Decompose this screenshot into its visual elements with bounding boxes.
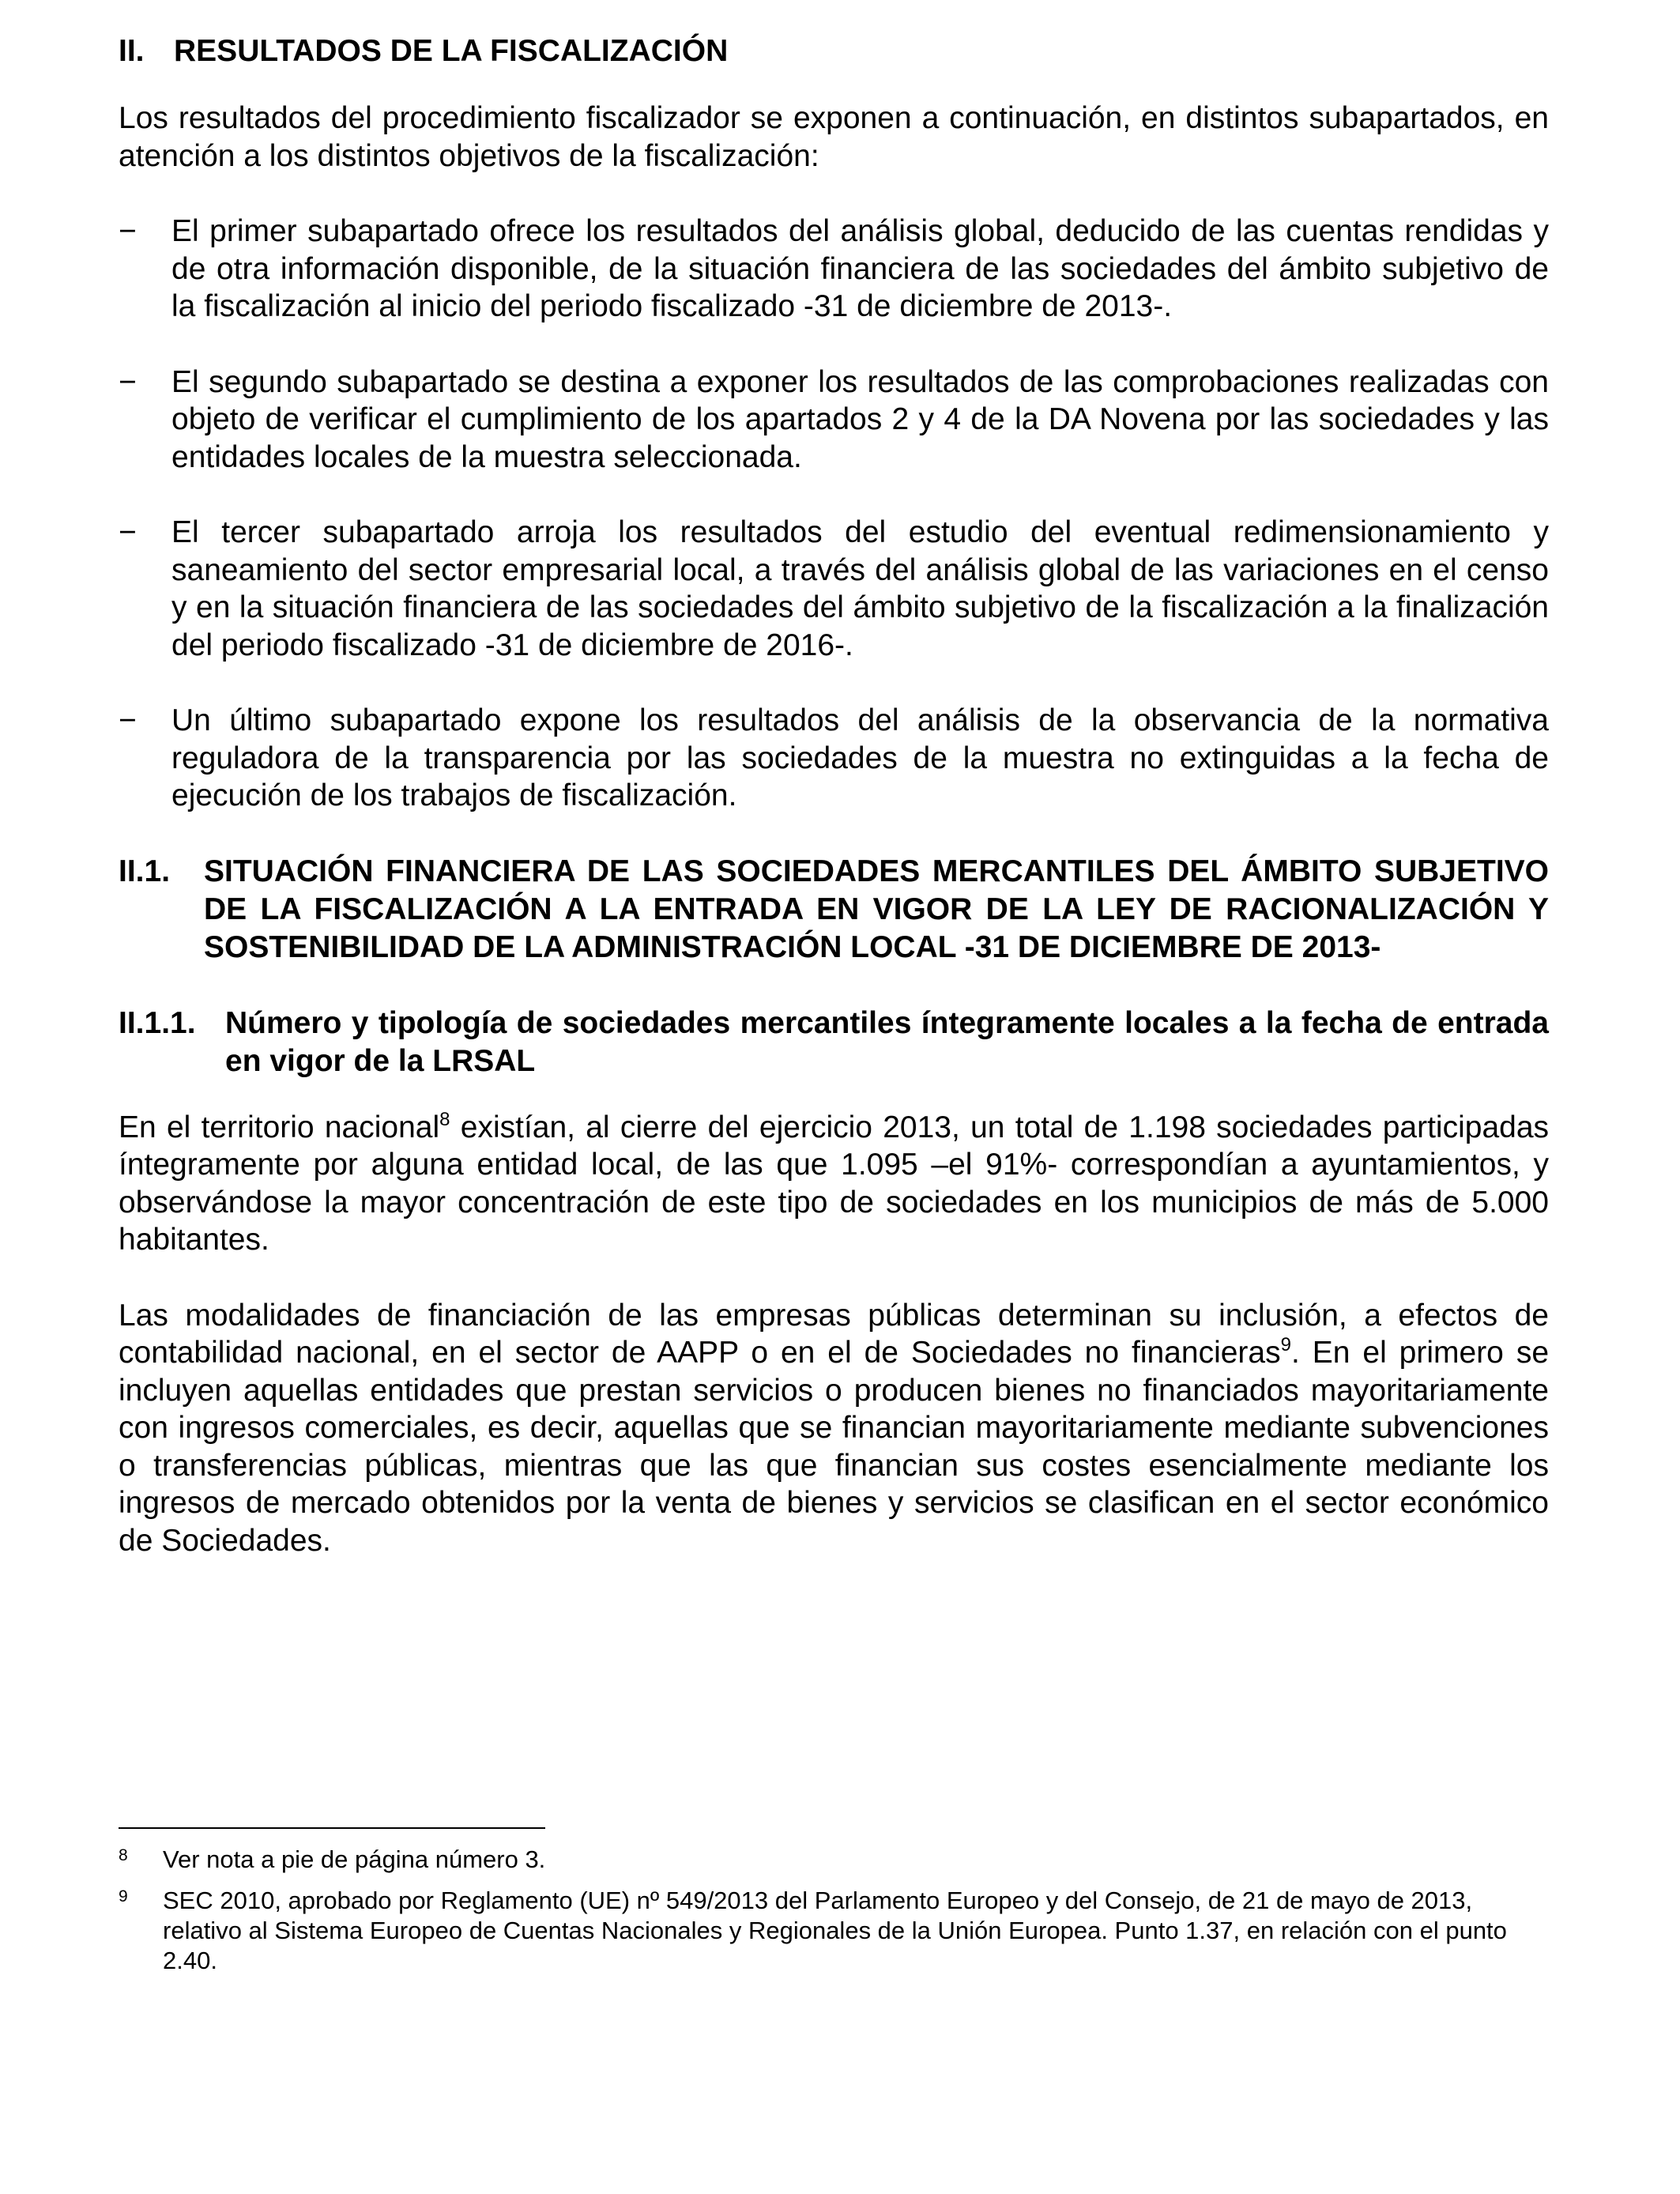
footnote-8	[119, 1845, 1549, 1875]
document-page	[119, 32, 1549, 1597]
main-heading-number: II.	[119, 34, 145, 68]
bullet-dash: −	[119, 703, 137, 737]
subsection-title: Número y tipología de sociedades mercantiles íntegramente locales a la fecha de entrada en vigor de la LRSAL	[225, 1005, 1549, 1078]
list-item-text: El segundo subapartado se destina a exponer los resultados de las comprobaciones realizadas con objeto de verificar el cumplimiento de los apartados 2 y 4 de la DA Novena por las sociedades y las entidades locales de la muestra seleccionada.	[171, 364, 1549, 474]
footnotes	[119, 1827, 1549, 1987]
intro-paragraph: Los resultados del procedimiento fiscalizador se exponen a continuación, en distintos subapartados, en atención a los distintos objetivos de la fiscalización:	[119, 101, 1549, 173]
bullet-dash: −	[119, 364, 137, 399]
section-number: II.1.	[119, 854, 171, 888]
section-heading	[119, 853, 1549, 967]
bullet-dash: −	[119, 214, 137, 248]
footnote-number: 9	[119, 1887, 128, 1906]
list-item	[119, 364, 1549, 477]
footnote-reference-9[interactable]: 9	[1280, 1334, 1291, 1355]
body-paragraph-2	[119, 1297, 1549, 1560]
list-item-text: El tercer subapartado arroja los resultados del estudio del eventual redimensionamiento y saneamiento del sector empresarial local, a través del análisis global de las variaciones en el censo y en la situación financiera de las sociedades del ámbito subjetivo de la fiscalización a la finalización del periodo fiscalizado -31 de diciembre de 2016-.	[171, 515, 1549, 662]
list-item	[119, 514, 1549, 664]
objectives-list	[119, 213, 1549, 815]
paragraph-text: En el territorio nacional	[119, 1110, 440, 1144]
paragraph-text: . En el primero se incluyen aquellas entidades que prestan servicios o producen bienes no financiados mayoritariamente con ingresos comerciales, es decir, aquellas que se financian mayoritariamente mediante subvenciones o transferencias públicas, mientras que las que financian sus costes esencialmente mediante los ingresos de mercado obtenidos por la venta de bienes y servicios se clasifican en el sector económico de Sociedades.	[119, 1336, 1550, 1558]
footnote-text: Ver nota a pie de página número 3.	[163, 1845, 546, 1873]
section-title: SITUACIÓN FINANCIERA DE LAS SOCIEDADES MERCANTILES DEL ÁMBITO SUBJETIVO DE LA FISCALIZACIÓN A LA ENTRADA EN VIGOR DE LA LEY DE RACIONALIZACIÓN Y SOSTENIBILIDAD DE LA ADMINISTRACIÓN LOCAL -31 DE DICIEMBRE DE 2013-	[204, 854, 1549, 964]
footnote-reference-8[interactable]: 8	[439, 1108, 450, 1130]
paragraph-text: existían, al cierre del ejercicio 2013, un total de 1.198 sociedades participadas íntegramente por alguna entidad local, de las que 1.095 –el 91%- correspondían a ayuntamientos, y observándose la mayor concentración de este tipo de sociedades en los municipios de más de 5.000 habitantes.	[119, 1110, 1550, 1257]
list-item-text: Un último subapartado expone los resultados del análisis de la observancia de la normativa reguladora de la transparencia por las sociedades de la muestra no extinguidas a la fecha de ejecución de los trabajos de fiscalización.	[171, 703, 1549, 812]
main-heading	[119, 32, 1549, 71]
footnote-divider	[119, 1827, 545, 1829]
body-paragraph-1	[119, 1109, 1549, 1259]
subsection-number: II.1.1.	[119, 1005, 196, 1040]
list-item	[119, 702, 1549, 815]
list-item	[119, 213, 1549, 326]
footnote-text: SEC 2010, aprobado por Reglamento (UE) nº 549/2013 del Parlamento Europeo y del Consejo, de 21 de mayo de 2013, relativo al Sistema Europeo de Cuentas Nacionales y Regionales de la Unión Europea. Punto 1.37, en relación con el punto 2.40.	[163, 1887, 1507, 1974]
list-item-text: El primer subapartado ofrece los resultados del análisis global, deducido de las cuentas rendidas y de otra información disponible, de la situación financiera de las sociedades del ámbito subjetivo de la fiscalización al inicio del periodo fiscalizado -31 de diciembre de 2013-.	[171, 214, 1549, 323]
subsection-heading	[119, 1005, 1549, 1080]
footnote-9	[119, 1886, 1549, 1976]
paragraph-text: Las modalidades de financiación de las empresas públicas determinan su inclusión, a efectos de contabilidad nacional, en el sector de AAPP o en el de Sociedades no financieras	[119, 1298, 1549, 1370]
main-heading-title: RESULTADOS DE LA FISCALIZACIÓN	[174, 34, 729, 68]
bullet-dash: −	[119, 515, 137, 549]
footnote-number: 8	[119, 1846, 128, 1864]
